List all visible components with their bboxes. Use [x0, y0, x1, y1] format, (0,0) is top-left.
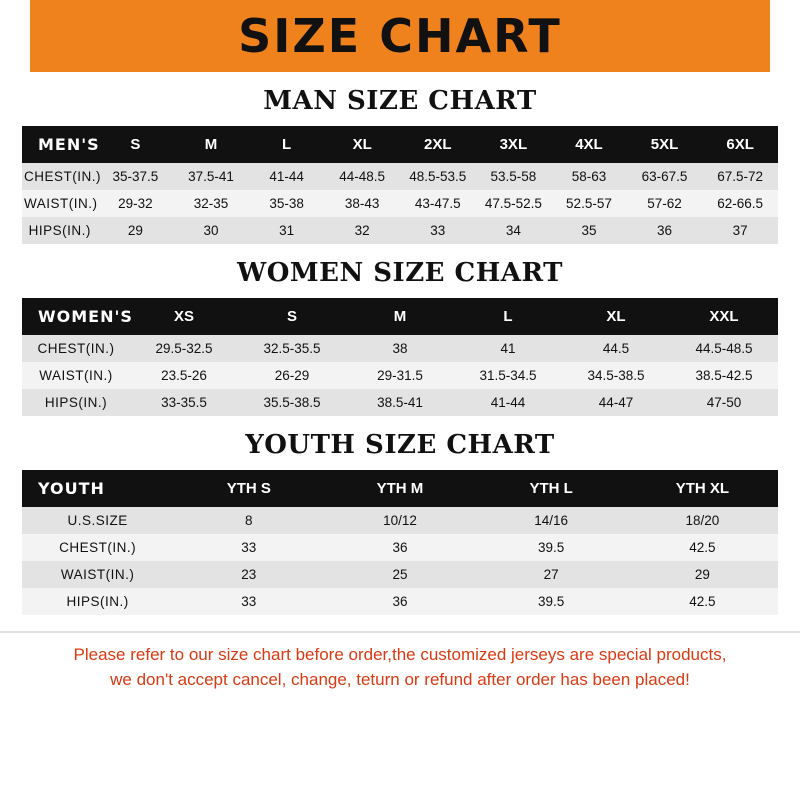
table-header-row [22, 298, 778, 335]
cell: 34.5-38.5 [587, 368, 645, 383]
cell: 44.5 [602, 341, 630, 356]
row-label-waist: WAIST(IN.) [24, 196, 98, 211]
cell: 38 [392, 341, 408, 356]
row-label-hips: HIPS(IN.) [28, 223, 91, 238]
table-row [22, 217, 778, 244]
cell: 38-43 [344, 196, 380, 211]
table-row [22, 389, 778, 416]
cell: 8 [245, 513, 253, 528]
row-label-chest: CHEST(IN.) [24, 169, 101, 184]
women-section-title: WOMEN SIZE CHART [237, 258, 563, 288]
man-table-head [22, 126, 778, 163]
youth-table-body [22, 507, 778, 615]
col-header-2xl: 2XL [424, 136, 452, 153]
header-band [0, 0, 800, 72]
cell: 47-50 [706, 395, 742, 410]
col-header-6xl: 6XL [726, 136, 754, 153]
row-label-waist: WAIST(IN.) [60, 567, 135, 582]
cell: 38.5-42.5 [695, 368, 753, 383]
cell: 42.5 [689, 540, 716, 555]
col-header-5xl: 5XL [650, 136, 679, 153]
row-label-waist: WAIST(IN.) [39, 368, 113, 383]
col-header-xl: XL [352, 136, 372, 153]
women-table-body [22, 335, 778, 416]
women-size-table [22, 298, 778, 416]
header-right-spacer [770, 0, 800, 72]
footer-note [0, 631, 800, 692]
cell: 53.5-58 [490, 169, 537, 184]
footer-note-line-2: we don't accept cancel, change, teturn or refund after order has been placed! [110, 669, 690, 689]
cell: 33 [241, 594, 257, 609]
man-size-section [0, 86, 800, 244]
cell: 35-38 [269, 196, 304, 211]
col-header-yth-m: YTH M [376, 480, 424, 497]
cell: 39.5 [538, 540, 565, 555]
cell: 32 [354, 223, 370, 238]
table-row [22, 163, 778, 190]
cell: 41-44 [269, 169, 304, 184]
cell: 18/20 [685, 513, 720, 528]
cell: 42.5 [689, 594, 716, 609]
youth-table-head [22, 470, 778, 507]
cell: 36 [392, 540, 408, 555]
col-header-xs: XS [173, 308, 194, 325]
cell: 31 [279, 223, 295, 238]
col-header-xxl: XXL [709, 308, 739, 325]
cell: 31.5-34.5 [479, 368, 537, 383]
cell: 32-35 [193, 196, 229, 211]
table-row [22, 362, 778, 389]
table-header-row [22, 126, 778, 163]
col-header-4xl: 4XL [575, 136, 603, 153]
col-header-3xl: 3XL [499, 136, 528, 153]
cell: 29 [127, 223, 143, 238]
cell: 44-48.5 [339, 169, 386, 184]
col-header-yth-s: YTH S [226, 480, 271, 497]
table-row [22, 190, 778, 217]
cell: 14/16 [534, 513, 569, 528]
cell: 63-67.5 [641, 169, 688, 184]
col-header-m: M [393, 308, 407, 325]
cell: 57-62 [647, 196, 682, 211]
header-left-spacer [0, 0, 30, 72]
youth-section-title: YOUTH SIZE CHART [245, 430, 555, 460]
cell: 36 [657, 223, 673, 238]
col-header-yth-l: YTH L [529, 480, 573, 497]
cell: 44-47 [598, 395, 634, 410]
row-label-hips: HIPS(IN.) [66, 594, 129, 609]
table-row [22, 507, 778, 534]
row-label-chest: CHEST(IN.) [59, 540, 137, 555]
cell: 26-29 [274, 368, 310, 383]
col-header-l: L [281, 136, 292, 153]
cell: 29-31.5 [377, 368, 423, 383]
cell: 67.5-72 [717, 169, 764, 184]
table-row [22, 588, 778, 615]
cell: 29.5-32.5 [155, 341, 213, 356]
row-label-hips: HIPS(IN.) [44, 395, 108, 410]
cell: 41-44 [490, 395, 526, 410]
cell: 58-63 [571, 169, 607, 184]
cell: 30 [203, 223, 219, 238]
youth-size-section [0, 430, 800, 615]
cell: 47.5-52.5 [484, 196, 542, 211]
cell: 34 [505, 223, 521, 238]
cell: 39.5 [538, 594, 565, 609]
cell: 10/12 [383, 513, 417, 528]
col-header-label: MEN'S [38, 135, 100, 154]
col-header-yth-xl: YTH XL [675, 480, 730, 497]
table-row [22, 335, 778, 362]
man-table-body [22, 163, 778, 244]
col-header-s: S [130, 136, 141, 153]
man-section-title: MAN SIZE CHART [263, 86, 537, 116]
cell: 35-37.5 [112, 169, 159, 184]
cell: 29-32 [118, 196, 153, 211]
col-header-m: M [204, 136, 218, 153]
man-size-table [22, 126, 778, 244]
cell: 32.5-35.5 [263, 341, 321, 356]
cell: 44.5-48.5 [695, 341, 753, 356]
cell: 62-66.5 [717, 196, 764, 211]
row-label-us-size: U.S.SIZE [67, 513, 128, 528]
cell: 33 [241, 540, 257, 555]
cell: 37 [732, 223, 748, 238]
cell: 33 [430, 223, 446, 238]
women-table-head [22, 298, 778, 335]
cell: 43-47.5 [414, 196, 461, 211]
cell: 36 [392, 594, 408, 609]
cell: 38.5-41 [377, 395, 423, 410]
women-size-section [0, 258, 800, 416]
youth-size-table [22, 470, 778, 615]
table-row [22, 534, 778, 561]
cell: 35 [581, 223, 597, 238]
col-header-label: YOUTH [38, 479, 105, 498]
cell: 41 [500, 341, 516, 356]
cell: 29 [694, 567, 710, 582]
cell: 23 [241, 567, 257, 582]
table-row [22, 561, 778, 588]
cell: 27 [543, 567, 559, 582]
cell: 23.5-26 [161, 368, 207, 383]
cell: 48.5-53.5 [409, 169, 467, 184]
cell: 33-35.5 [161, 395, 207, 410]
col-header-xl: XL [606, 308, 626, 325]
page-title: SIZE CHART [238, 9, 562, 63]
footer-note-line-1: Please refer to our size chart before order,the customized jerseys are special products, [73, 645, 727, 664]
col-header-l: L [503, 308, 513, 325]
table-header-row [22, 470, 778, 507]
cell: 52.5-57 [566, 196, 612, 211]
row-label-chest: CHEST(IN.) [37, 341, 115, 356]
col-header-label: WOMEN'S [38, 307, 133, 326]
cell: 35.5-38.5 [263, 395, 321, 410]
cell: 25 [392, 567, 408, 582]
cell: 37.5-41 [188, 169, 234, 184]
col-header-s: S [286, 308, 297, 325]
